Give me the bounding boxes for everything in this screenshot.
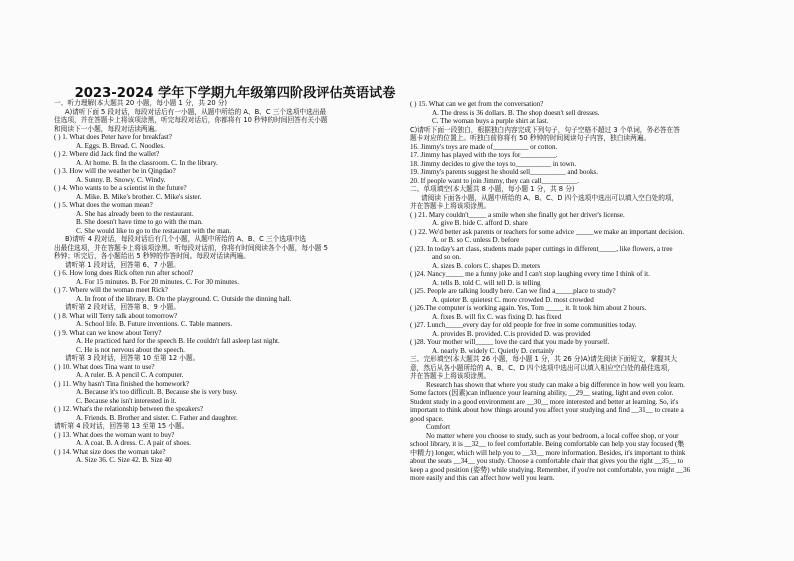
right-text-line: 意，然后从各小题所给的 A、B、C、D 四个选项中选出可以填入相应空白处的最佳选项， bbox=[410, 363, 674, 372]
right-column bbox=[410, 100, 784, 483]
right-text-line: A. nearly B. widely C. Quietly D. certainly bbox=[432, 346, 555, 355]
left-text-line: ( ) 12. What's the relationship between the speakers? bbox=[54, 405, 204, 413]
right-text-line: A. give B. hide C. afford D. share bbox=[432, 219, 528, 227]
left-text-line: ( ) 9. What can we know about Terry? bbox=[54, 328, 162, 337]
right-text-line: Student study in a good environment are __30__ more interested and better at learning. So, it's bbox=[410, 397, 679, 406]
right-text-line: A. fixes B. will fix C. was fixing D. has fixed bbox=[432, 312, 562, 321]
right-text-line: A. sizes B. colors C. shapes D. meters bbox=[432, 261, 541, 270]
right-text-line: A. quieter B. quietest C. more crowded D. most crowded bbox=[432, 295, 594, 304]
left-text-line: A. In front of the library. B. On the playground. C. Outside the dinning hall. bbox=[76, 294, 292, 303]
left-text-line: A)请听下面 5 段对话，每段对话后有一小题，从题中所给的 A、B、C 三个选项中选出最 bbox=[65, 107, 327, 116]
right-text-line: A. provides B. provided. C.is provided D. was provided bbox=[432, 329, 591, 338]
right-text-line: A. or B. so C. unless D. before bbox=[432, 236, 520, 244]
right-text-line: important to think about how things around you affect your studying and find __31__ to create a bbox=[410, 406, 684, 414]
left-text-line: A. Mike. B. Mike's brother. C. Mike's sister. bbox=[76, 192, 202, 201]
left-text-line: A. A coat. B. A dress. C. A pair of shoes. bbox=[76, 439, 192, 447]
right-text-line: keep a good position (姿势) while studying. Remember, if you're not comfortable, you might __36 bbox=[410, 465, 691, 474]
left-text-line: ( ) 5. What does the woman mean? bbox=[54, 201, 153, 209]
right-text-line: good space. bbox=[410, 414, 444, 423]
left-column bbox=[54, 99, 414, 465]
left-text-line: ( ) 2. Where did Jack find the wallet? bbox=[54, 150, 160, 158]
right-text-line: ( )23. In today's art class, students made paper cuttings in different_____, like flowers, a tree bbox=[410, 244, 673, 253]
left-text-line: ( ) 3. How will the weather be in Qingdao? bbox=[54, 167, 176, 175]
left-text-line: ( ) 4. Who wants to be a scientist in the future? bbox=[54, 184, 187, 192]
left-text-line: ( ) 11. Why hasn't Tina finished the homework? bbox=[54, 379, 190, 388]
right-text-line: Research has shown that where you study can make a big difference in how well you learn. bbox=[426, 380, 685, 389]
right-text-line: 题卡对应的位置上。听独白前你将有 50 秒钟的时间阅读句子内容，独白读两遍。 bbox=[410, 134, 651, 142]
right-text-line: ( ) 22. We'd better ask parents or teachers for some advice _____we make an important decision. bbox=[410, 227, 684, 236]
right-text-line: ( )25. People are talking loudly here. Can we find a_____place to study? bbox=[410, 287, 616, 295]
left-text-line: 请听第 3 段对话，回答第 10 至第 12 小题。 bbox=[65, 354, 200, 362]
right-text-line: 中精力) longer, which will help you to __33__ more information. Besides, it's important to think bbox=[410, 448, 686, 457]
left-text-line: A. Because it's too difficult. B. Because she is very busy. bbox=[76, 388, 238, 396]
left-text-line: C. He is not nervous about the speech. bbox=[76, 345, 185, 354]
right-text-line: Some factors (因素)can influence your learning ability, __29__ seating, light and even color. bbox=[410, 389, 674, 397]
right-text-line: 并在答题卡上将该项涂黑。 bbox=[410, 372, 491, 380]
left-text-line: A. She has already been to the restaurant. bbox=[76, 209, 194, 218]
right-text-line: C. The woman buys a purple shirt at last. bbox=[432, 117, 549, 125]
left-text-line: A. Eggs. B. Bread. C. Noodles. bbox=[76, 141, 165, 150]
left-text-line: ( ) 6. How long does Rick often run after school? bbox=[54, 269, 194, 277]
left-text-line: A. He practiced hard for the speech B. He couldn't fall asleep last night. bbox=[76, 337, 280, 345]
left-text-line: A. A ruler. B. A pencil C. A computer. bbox=[76, 371, 184, 379]
right-text-line: A. tells B. told C. will tell D. is telling bbox=[432, 278, 541, 287]
right-text-line: 并在答题卡上将该项涂黑。 bbox=[410, 202, 491, 210]
left-text-line: ( ) 14. What size does the woman take? bbox=[54, 447, 166, 456]
right-text-line: Comfort bbox=[426, 423, 451, 431]
right-text-line: 三、完形填空(本大题共 26 小题，每小题 1 分，共 26 分)A)请先阅读下面短文，掌握其大 bbox=[410, 355, 678, 363]
right-text-line: ( )27. Lunch_____every day for old people for free in some communities today. bbox=[410, 321, 637, 329]
left-text-line: 和阅读下一小题，每段对话读两遍。 bbox=[54, 124, 161, 133]
left-text-line: ( ) 8. What will Terry talk about tomorrow? bbox=[54, 311, 178, 320]
left-text-line: B)请听 4 段对话，每段对话后有几个小题，从题中所给的 A、B、C 三个选项中选 bbox=[65, 235, 307, 243]
right-text-line: C)请听下面一段独白，根据独白内容完成下列句子，句子空格不超过 3 个单词，务必答在答 bbox=[410, 125, 680, 134]
left-text-line: A. Friends. B. Brother and sister. C. Father and daughter. bbox=[76, 413, 238, 422]
right-text-line: ( )24. Nancy_____ me a funny joke and I can't stop laughing every time I think of it. bbox=[410, 270, 650, 278]
right-text-line: 20. If people want to join Jimmy, they can call__________. bbox=[410, 176, 579, 185]
left-text-line: 佳选项，并在答题卡上将该项涂黑，听完每段对话后，你都将有 10 秒钟的时间回答有关小题 bbox=[54, 116, 328, 124]
right-text-line: ( )28. Your mother will_____ love the card that you made by yourself. bbox=[410, 338, 610, 346]
page-title: 2023-2024 学年下学期九年级第四阶段评估英语试卷 bbox=[74, 86, 396, 101]
right-text-line: ( ) 21. Mary couldn't_____ a smile when she finally got her driver's license. bbox=[410, 210, 625, 219]
left-text-line: ( ) 13. What does the woman want to buy? bbox=[54, 430, 175, 439]
right-text-line: about the seats __34__ you study. Choose a comfortable chair that gives you the right __35__ to bbox=[410, 457, 684, 465]
left-text-line: 出最佳选项，并在答题卡上将该项涂黑。听每段对话前，你将有时间阅读各个小题，每小题 5 bbox=[54, 243, 328, 252]
left-text-line: A. School life. B. Future inventions. C. Table manners. bbox=[76, 320, 233, 328]
left-text-line: A. Sunny. B. Snowy. C. Windy. bbox=[76, 175, 166, 184]
left-text-line: ( ) 10. What does Tina want to use? bbox=[54, 362, 155, 371]
left-text-line: 请听第 1 段对话，回答第 6、7 小题。 bbox=[65, 260, 180, 269]
right-text-line: No matter where you choose to study, such as your bedroom, a local coffee shop, or your bbox=[426, 431, 679, 440]
right-text-line: ( )26.The computer is working again. Yes, Tom _____ it. It took him about 2 hours. bbox=[410, 304, 647, 312]
left-text-line: 请听第 4 段对话，回答第 13 至第 15 小题。 bbox=[54, 422, 189, 430]
right-text-line: 17. Jimmy has played with the toys for__________. bbox=[410, 151, 558, 159]
left-text-line: C. Because she isn't interested in it. bbox=[76, 396, 177, 405]
left-text-line: ( ) 1. What does Peter have for breakfast? bbox=[54, 133, 172, 141]
left-text-line: 请听第 2 段对话，回答第 8、9 小题。 bbox=[65, 303, 180, 311]
right-text-line: school library, it is __32__ to feel comfortable. Being comfortable can help you stay focused (集 bbox=[410, 440, 685, 448]
left-text-line: A. At home. B. In the classroom. C. In the library. bbox=[76, 158, 218, 167]
right-text-line: and so on. bbox=[432, 253, 461, 261]
right-text-line: 19. Jimmy's parents suggest he should sell__________ and books. bbox=[410, 168, 599, 176]
right-text-line: ( ) 15. What can we get from the conversation? bbox=[410, 100, 544, 108]
left-text-line: A. Size 36. C. Size 42. B. Size 40 bbox=[76, 456, 172, 464]
left-text-line: A. For 15 minutes. B. For 20 minutes. C. For 30 minutes. bbox=[76, 277, 239, 286]
left-text-line: 一、听力理解(本大题共 20 小题，每小题 1 分，共 20 分) bbox=[54, 99, 227, 107]
right-text-line: 二、单项填空(本大题共 8 小题，每小题 1 分，共 8 分) bbox=[410, 185, 575, 193]
left-text-line: B. She doesn't have time to go with the man. bbox=[76, 218, 203, 226]
right-text-line: 18. Jimmy decides to give the toys to__________ in town. bbox=[410, 159, 577, 168]
right-text-line: 16. Jimmy's toys are made of__________ or cotton. bbox=[410, 142, 558, 151]
left-text-line: 秒钟；听完后，各小题给出 5 秒钟的作答时间。每段对话读两遍。 bbox=[54, 252, 250, 260]
right-text-line: A. The dress is 36 dollars. B. The shop doesn't sell dresses. bbox=[432, 108, 600, 117]
left-text-line: ( ) 7. Where will the woman meet Rick? bbox=[54, 286, 168, 294]
left-text-line: C. She would like to go to the restaurant with the man. bbox=[76, 226, 232, 235]
right-text-line: 请阅读下面各小题，从题中所给的 A、B、C、D 四个选项中选出可以填入空白处的项， bbox=[421, 193, 679, 202]
right-text-line: more easily and this can affect how well you learn. bbox=[410, 474, 555, 482]
